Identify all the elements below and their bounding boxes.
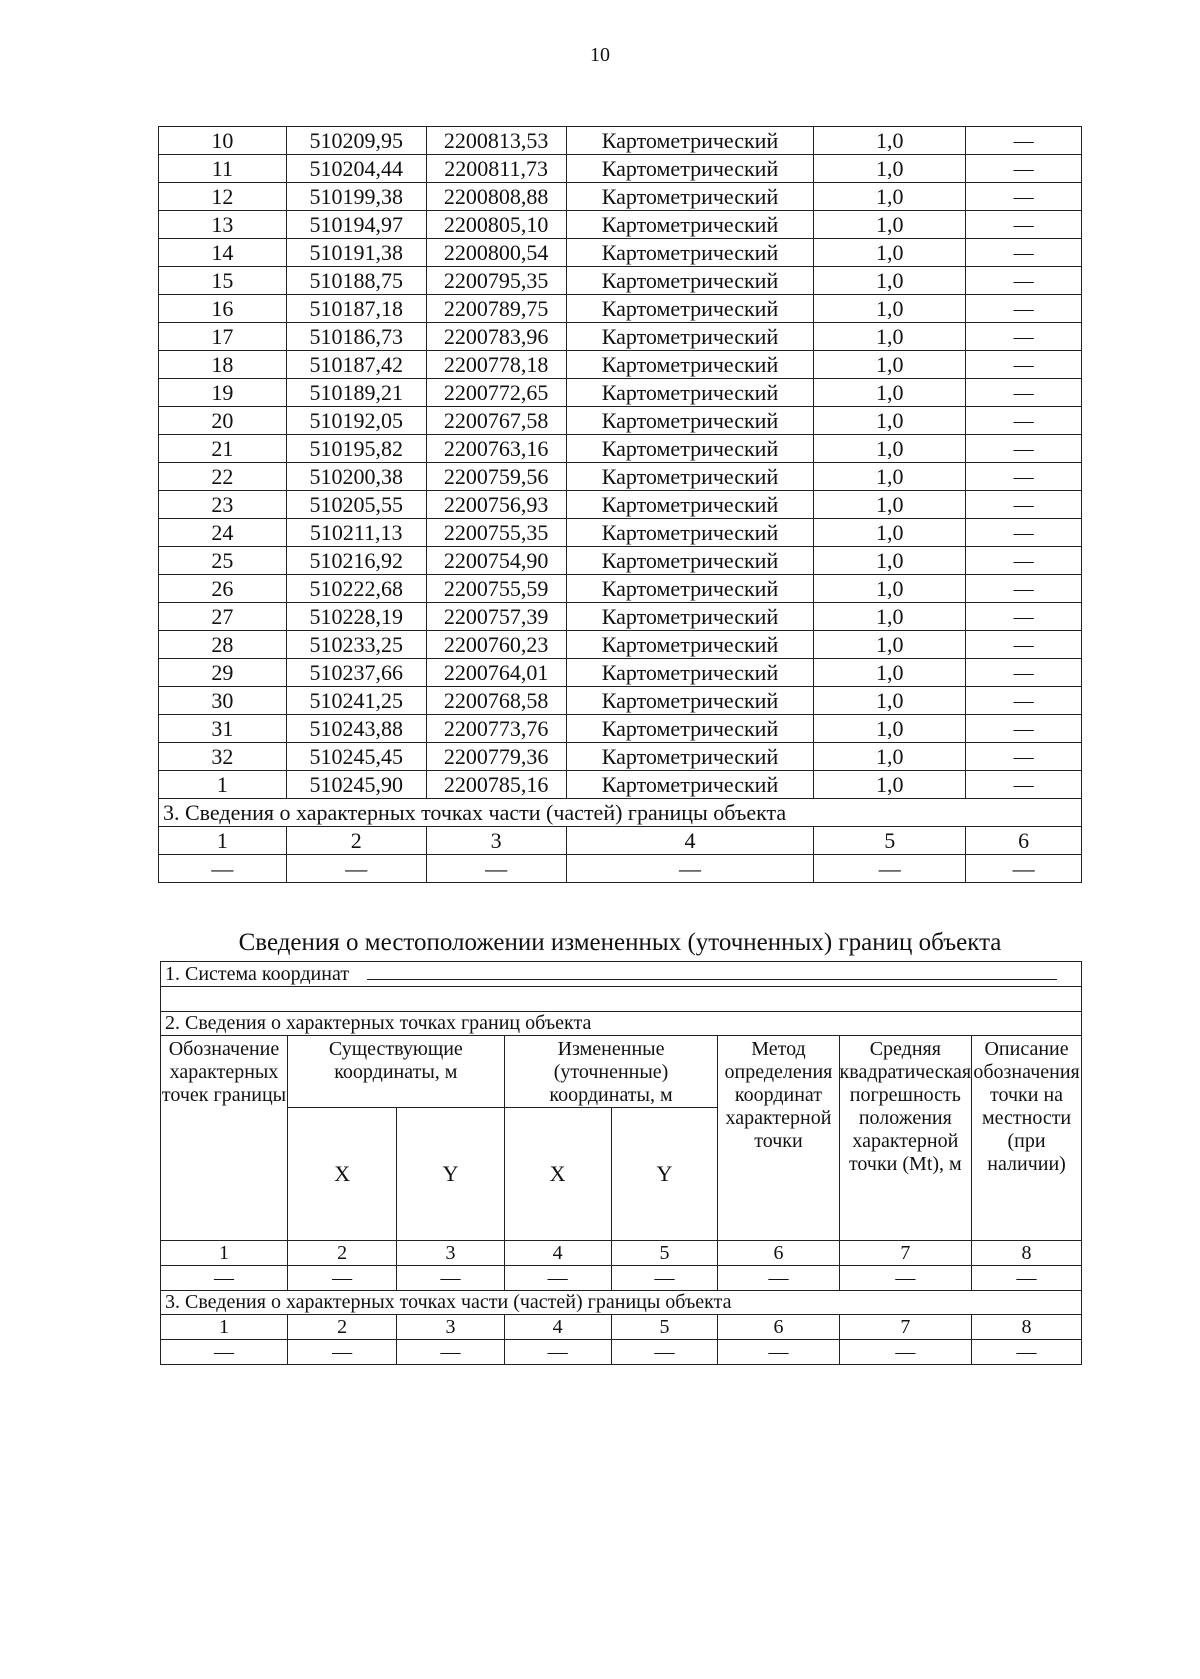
x-coordinate: 510228,19	[286, 603, 426, 631]
column-number-row-cell: 5	[611, 1241, 718, 1266]
boundary-points-table	[158, 126, 1082, 883]
table-row	[159, 575, 1082, 603]
description: —	[966, 715, 1082, 743]
description: —	[966, 547, 1082, 575]
column-number-row	[161, 1241, 1082, 1266]
mean-error: 1,0	[814, 463, 966, 491]
empty-row-cell: —	[159, 855, 287, 883]
x-coordinate: 510216,92	[286, 547, 426, 575]
y-coordinate: 2200785,16	[426, 771, 566, 799]
x-coordinate: 510191,38	[286, 239, 426, 267]
mean-error: 1,0	[814, 715, 966, 743]
table-row	[159, 771, 1082, 799]
coord-system-line	[367, 965, 1057, 980]
x-coordinate: 510245,45	[286, 743, 426, 771]
method: Картометрический	[566, 211, 814, 239]
method: Картометрический	[566, 631, 814, 659]
y-coordinate: 2200795,35	[426, 267, 566, 295]
description: —	[966, 435, 1082, 463]
y-coordinate: 2200805,10	[426, 211, 566, 239]
method: Картометрический	[566, 603, 814, 631]
table-row	[159, 603, 1082, 631]
point-number: 32	[159, 743, 287, 771]
x-coordinate: 510200,38	[286, 463, 426, 491]
empty-row-cell: —	[718, 1340, 839, 1365]
mean-error: 1,0	[814, 631, 966, 659]
description: —	[966, 267, 1082, 295]
x-coordinate: 510211,13	[286, 519, 426, 547]
coord-system-label: 1. Система координат	[165, 962, 350, 985]
description: —	[966, 379, 1082, 407]
table-row	[159, 323, 1082, 351]
empty-row	[161, 1266, 1082, 1291]
description: —	[966, 295, 1082, 323]
table-row	[159, 183, 1082, 211]
y-coordinate: 2200783,96	[426, 323, 566, 351]
description: —	[966, 519, 1082, 547]
point-number: 20	[159, 407, 287, 435]
description: —	[966, 631, 1082, 659]
header-mean-error: Средняя квадратическая погрешность положения характерной точки (Mt), м	[839, 1036, 972, 1241]
point-number: 1	[159, 771, 287, 799]
table-row	[159, 407, 1082, 435]
y-coordinate: 2200764,01	[426, 659, 566, 687]
header-existing-y: Y	[397, 1108, 504, 1241]
description: —	[966, 323, 1082, 351]
table-row	[159, 351, 1082, 379]
column-number-row	[159, 827, 1082, 855]
empty-row-cell: —	[288, 1340, 397, 1365]
empty-row-cell: —	[611, 1266, 718, 1291]
empty-row-cell: —	[161, 1266, 288, 1291]
x-coordinate: 510209,95	[286, 127, 426, 155]
coord-system-blank	[161, 987, 1082, 1012]
mean-error: 1,0	[814, 743, 966, 771]
y-coordinate: 2200768,58	[426, 687, 566, 715]
description: —	[966, 211, 1082, 239]
header-designation: Обозначение характерных точек границы	[161, 1036, 288, 1241]
method: Картометрический	[566, 687, 814, 715]
x-coordinate: 510245,90	[286, 771, 426, 799]
y-coordinate: 2200813,53	[426, 127, 566, 155]
y-coordinate: 2200811,73	[426, 155, 566, 183]
description: —	[966, 659, 1082, 687]
point-number: 17	[159, 323, 287, 351]
y-coordinate: 2200755,35	[426, 519, 566, 547]
description: —	[966, 407, 1082, 435]
description: —	[966, 183, 1082, 211]
x-coordinate: 510192,05	[286, 407, 426, 435]
y-coordinate: 2200760,23	[426, 631, 566, 659]
mean-error: 1,0	[814, 687, 966, 715]
description: —	[966, 771, 1082, 799]
empty-row-cell: —	[504, 1266, 611, 1291]
point-number: 22	[159, 463, 287, 491]
column-number-row-cell: 6	[718, 1241, 839, 1266]
method: Картометрический	[566, 435, 814, 463]
table-row	[159, 295, 1082, 323]
point-number: 18	[159, 351, 287, 379]
x-coordinate: 510195,82	[286, 435, 426, 463]
header-existing-coords: Существующие координаты, м	[288, 1036, 505, 1108]
method: Картометрический	[566, 491, 814, 519]
point-number: 24	[159, 519, 287, 547]
column-number-row-cell: 1	[161, 1315, 288, 1340]
page-number: 10	[590, 44, 610, 66]
header-method: Метод определения координат характерной точки	[718, 1036, 839, 1241]
column-number-row-cell: 2	[288, 1241, 397, 1266]
method: Картометрический	[566, 323, 814, 351]
column-number-row-cell: 7	[839, 1315, 972, 1340]
empty-row-cell: —	[426, 855, 566, 883]
column-number-row-cell: 6	[718, 1315, 839, 1340]
method: Картометрический	[566, 267, 814, 295]
point-number: 29	[159, 659, 287, 687]
mean-error: 1,0	[814, 575, 966, 603]
point-number: 28	[159, 631, 287, 659]
table-row	[159, 491, 1082, 519]
column-number-row-cell: 7	[839, 1241, 972, 1266]
table-row	[159, 659, 1082, 687]
point-number: 23	[159, 491, 287, 519]
method: Картометрический	[566, 743, 814, 771]
mean-error: 1,0	[814, 603, 966, 631]
method: Картометрический	[566, 239, 814, 267]
empty-row-cell: —	[718, 1266, 839, 1291]
method: Картометрический	[566, 547, 814, 575]
mean-error: 1,0	[814, 267, 966, 295]
y-coordinate: 2200759,56	[426, 463, 566, 491]
empty-row-cell: —	[611, 1340, 718, 1365]
column-number-row-cell: 2	[286, 827, 426, 855]
mean-error: 1,0	[814, 547, 966, 575]
empty-row-cell: —	[839, 1266, 972, 1291]
mean-error: 1,0	[814, 379, 966, 407]
section3-title: 3. Сведения о характерных точках части (частей) границы объекта	[159, 799, 1082, 827]
x-coordinate: 510222,68	[286, 575, 426, 603]
mean-error: 1,0	[814, 155, 966, 183]
table-row	[159, 715, 1082, 743]
mean-error: 1,0	[814, 771, 966, 799]
table-row	[159, 631, 1082, 659]
column-number-row-cell: 1	[159, 827, 287, 855]
empty-row-cell: —	[397, 1266, 504, 1291]
table-row	[159, 211, 1082, 239]
mean-error: 1,0	[814, 183, 966, 211]
column-number-row-cell: 4	[504, 1315, 611, 1340]
y-coordinate: 2200763,16	[426, 435, 566, 463]
x-coordinate: 510194,97	[286, 211, 426, 239]
y-coordinate: 2200772,65	[426, 379, 566, 407]
column-number-row-cell: 5	[814, 827, 966, 855]
x-coordinate: 510199,38	[286, 183, 426, 211]
table-row	[159, 687, 1082, 715]
header-existing-x: X	[288, 1108, 397, 1241]
empty-row-cell: —	[566, 855, 814, 883]
column-number-row-cell: 5	[611, 1315, 718, 1340]
point-number: 19	[159, 379, 287, 407]
empty-row-cell: —	[161, 1340, 288, 1365]
x-coordinate: 510187,18	[286, 295, 426, 323]
description: —	[966, 603, 1082, 631]
method: Картометрический	[566, 659, 814, 687]
y-coordinate: 2200756,93	[426, 491, 566, 519]
x-coordinate: 510243,88	[286, 715, 426, 743]
y-coordinate: 2200778,18	[426, 351, 566, 379]
mean-error: 1,0	[814, 295, 966, 323]
description: —	[966, 463, 1082, 491]
y-coordinate: 2200779,36	[426, 743, 566, 771]
empty-row-cell: —	[397, 1340, 504, 1365]
table-row	[159, 155, 1082, 183]
method: Картометрический	[566, 183, 814, 211]
table-row	[159, 547, 1082, 575]
method: Картометрический	[566, 575, 814, 603]
description: —	[966, 687, 1082, 715]
column-number-row-cell: 6	[966, 827, 1082, 855]
empty-row-cell: —	[286, 855, 426, 883]
x-coordinate: 510187,42	[286, 351, 426, 379]
mean-error: 1,0	[814, 211, 966, 239]
x-coordinate: 510189,21	[286, 379, 426, 407]
table-row	[159, 519, 1082, 547]
y-coordinate: 2200757,39	[426, 603, 566, 631]
method: Картометрический	[566, 715, 814, 743]
description: —	[966, 155, 1082, 183]
table-row	[159, 267, 1082, 295]
mean-error: 1,0	[814, 491, 966, 519]
description: —	[966, 575, 1082, 603]
column-number-row	[161, 1315, 1082, 1340]
mean-error: 1,0	[814, 351, 966, 379]
column-number-row-cell: 8	[972, 1315, 1082, 1340]
method: Картометрический	[566, 463, 814, 491]
column-number-row-cell: 8	[972, 1241, 1082, 1266]
point-number: 30	[159, 687, 287, 715]
point-number: 31	[159, 715, 287, 743]
empty-row	[159, 855, 1082, 883]
mean-error: 1,0	[814, 659, 966, 687]
method: Картометрический	[566, 771, 814, 799]
empty-row-cell: —	[288, 1266, 397, 1291]
method: Картометрический	[566, 407, 814, 435]
empty-row-cell: —	[814, 855, 966, 883]
table-row	[159, 239, 1082, 267]
method: Картометрический	[566, 519, 814, 547]
method: Картометрический	[566, 379, 814, 407]
y-coordinate: 2200755,59	[426, 575, 566, 603]
empty-row-cell: —	[839, 1340, 972, 1365]
y-coordinate: 2200773,76	[426, 715, 566, 743]
column-number-row-cell: 4	[504, 1241, 611, 1266]
column-number-row-cell: 1	[161, 1241, 288, 1266]
mean-error: 1,0	[814, 407, 966, 435]
point-number: 15	[159, 267, 287, 295]
description: —	[966, 491, 1082, 519]
y-coordinate: 2200800,54	[426, 239, 566, 267]
y-coordinate: 2200789,75	[426, 295, 566, 323]
changed-boundaries-table	[160, 961, 1082, 1365]
column-number-row-cell: 4	[566, 827, 814, 855]
table-row	[159, 435, 1082, 463]
mean-error: 1,0	[814, 127, 966, 155]
empty-row-cell: —	[972, 1266, 1082, 1291]
column-number-row-cell: 3	[397, 1241, 504, 1266]
x-coordinate: 510233,25	[286, 631, 426, 659]
table-row	[159, 379, 1082, 407]
empty-row	[161, 1340, 1082, 1365]
coord-system-row	[161, 962, 1082, 987]
header-changed-coords: Измененные (уточненные) координаты, м	[504, 1036, 718, 1108]
table-row	[159, 743, 1082, 771]
description: —	[966, 239, 1082, 267]
header-description: Описание обозначения точки на местности (при наличии)	[972, 1036, 1082, 1241]
method: Картометрический	[566, 155, 814, 183]
y-coordinate: 2200767,58	[426, 407, 566, 435]
empty-row-cell: —	[966, 855, 1082, 883]
point-number: 26	[159, 575, 287, 603]
x-coordinate: 510241,25	[286, 687, 426, 715]
point-number: 21	[159, 435, 287, 463]
description: —	[966, 351, 1082, 379]
point-number: 12	[159, 183, 287, 211]
header-changed-x: X	[504, 1108, 611, 1241]
point-number: 25	[159, 547, 287, 575]
method: Картометрический	[566, 295, 814, 323]
point-number: 16	[159, 295, 287, 323]
x-coordinate: 510188,75	[286, 267, 426, 295]
points-section-title: 2. Сведения о характерных точках границ объекта	[161, 1012, 1082, 1036]
changed-boundaries-title: Сведения о местоположении измененных (уточненных) границ объекта	[238, 929, 1002, 956]
column-number-row-cell: 3	[426, 827, 566, 855]
mean-error: 1,0	[814, 435, 966, 463]
column-number-row-cell: 3	[397, 1315, 504, 1340]
mean-error: 1,0	[814, 239, 966, 267]
table-row	[159, 463, 1082, 491]
mean-error: 1,0	[814, 323, 966, 351]
y-coordinate: 2200754,90	[426, 547, 566, 575]
x-coordinate: 510237,66	[286, 659, 426, 687]
table-row	[159, 127, 1082, 155]
point-number: 13	[159, 211, 287, 239]
point-number: 14	[159, 239, 287, 267]
part-points-section-title: 3. Сведения о характерных точках части (частей) границы объекта	[161, 1291, 1082, 1315]
point-number: 27	[159, 603, 287, 631]
description: —	[966, 127, 1082, 155]
empty-row-cell: —	[972, 1340, 1082, 1365]
x-coordinate: 510205,55	[286, 491, 426, 519]
header-changed-y: Y	[611, 1108, 718, 1241]
point-number: 11	[159, 155, 287, 183]
description: —	[966, 743, 1082, 771]
mean-error: 1,0	[814, 519, 966, 547]
point-number: 10	[159, 127, 287, 155]
x-coordinate: 510186,73	[286, 323, 426, 351]
method: Картометрический	[566, 127, 814, 155]
method: Картометрический	[566, 351, 814, 379]
y-coordinate: 2200808,88	[426, 183, 566, 211]
x-coordinate: 510204,44	[286, 155, 426, 183]
empty-row-cell: —	[504, 1340, 611, 1365]
column-number-row-cell: 2	[288, 1315, 397, 1340]
